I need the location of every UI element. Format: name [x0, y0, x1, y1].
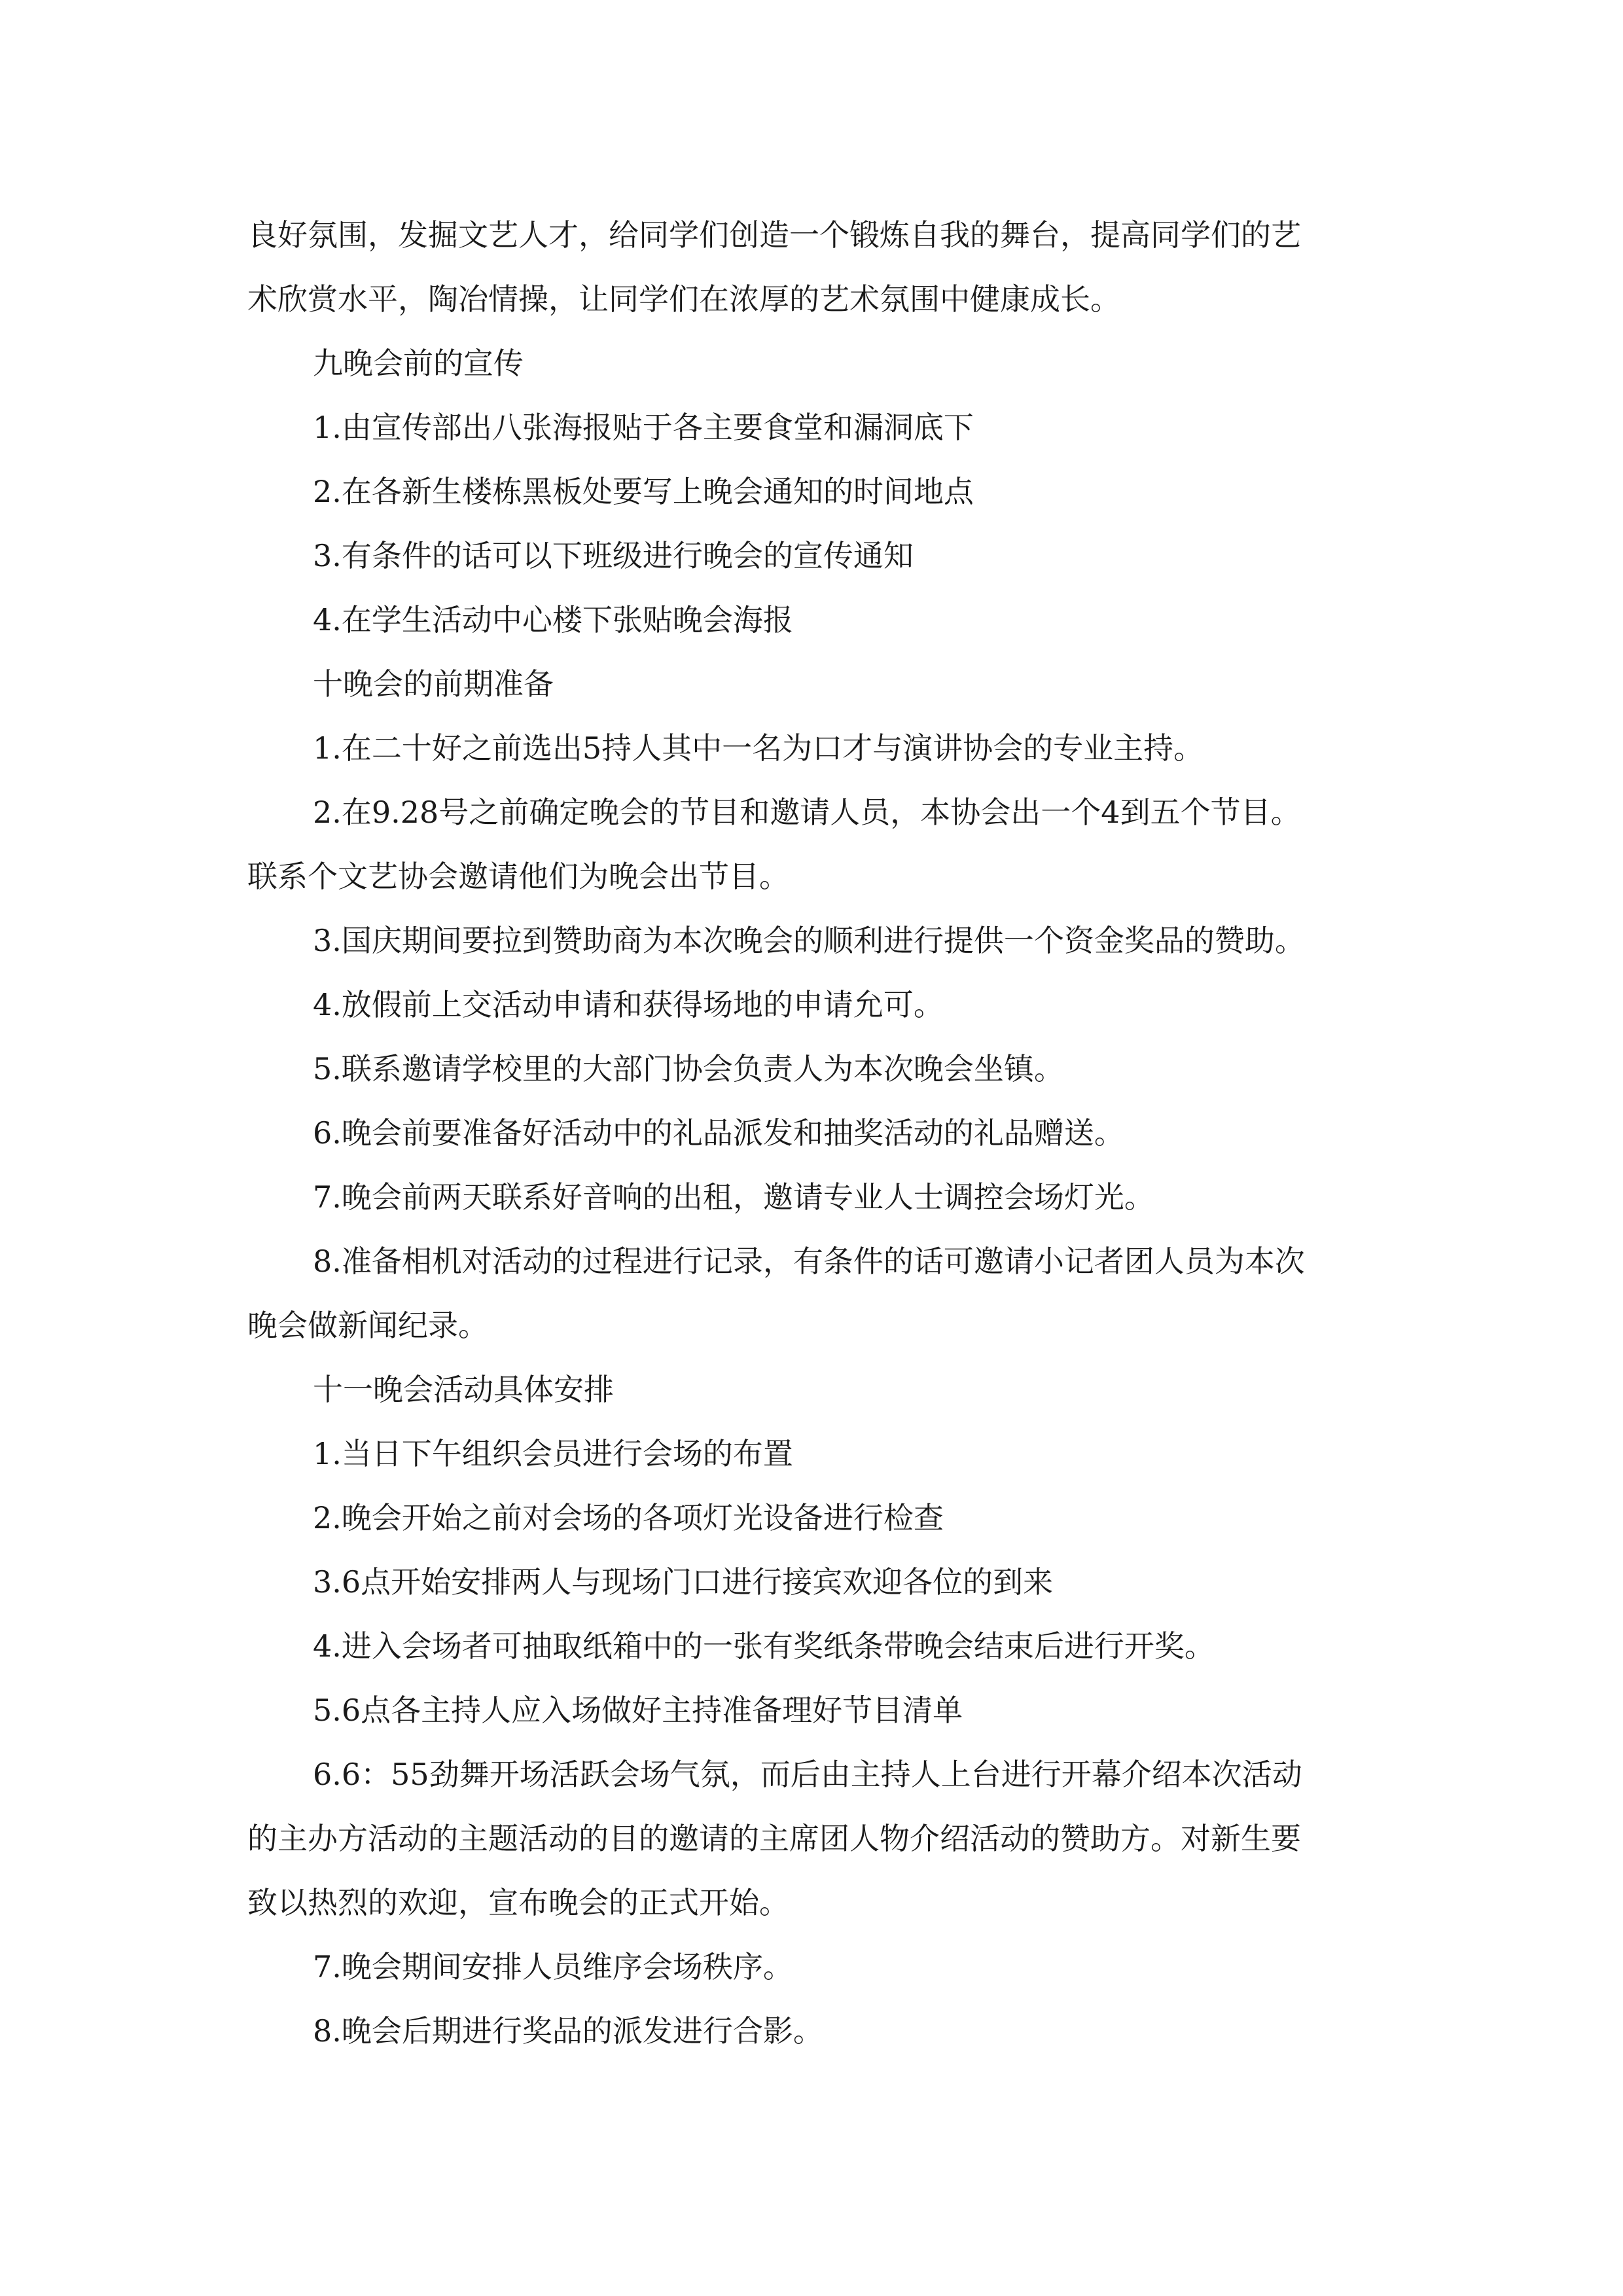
section-heading: 十一晚会活动具体安排 — [313, 1372, 614, 1407]
list-item: 2.在各新生楼栋黑板处要写上晚会通知的时间地点 — [313, 474, 974, 509]
list-item: 3.国庆期间要拉到赞助商为本次晚会的顺利进行提供一个资金奖品的赞助。 — [313, 923, 1305, 958]
list-item: 1.在二十好之前选出5持人其中一名为口才与演讲协会的专业主持。 — [313, 730, 1204, 766]
list-item: 5.联系邀请学校里的大部门协会负责人为本次晚会坐镇。 — [313, 1051, 1064, 1086]
section-heading: 十晚会的前期准备 — [313, 666, 554, 702]
list-item: 4.在学生活动中心楼下张贴晚会海报 — [313, 602, 793, 637]
list-item: 2.在9.28号之前确定晚会的节目和邀请人员，本协会出一个4到五个节目。 — [313, 795, 1301, 830]
list-item: 5.6点各主持人应入场做好主持准备理好节目清单 — [313, 1693, 963, 1728]
list-item: 3.6点开始安排两人与现场门口进行接宾欢迎各位的到来 — [313, 1564, 1054, 1600]
list-item: 3.有条件的话可以下班级进行晚会的宣传通知 — [313, 538, 914, 573]
list-item: 1.由宣传部出八张海报贴于各主要食堂和漏洞底下 — [313, 410, 974, 445]
section-heading: 九晚会前的宣传 — [313, 346, 524, 381]
list-item: 8.准备相机对活动的过程进行记录，有条件的话可邀请小记者团人员为本次 — [313, 1244, 1305, 1279]
list-item-continuation: 的主办方活动的主题活动的目的邀请的主席团人物介绍活动的赞助方。对新生要 — [247, 1821, 1301, 1856]
list-item: 4.进入会场者可抽取纸箱中的一张有奖纸条带晚会结束后进行开奖。 — [313, 1628, 1215, 1664]
paragraph-line: 良好氛围，发掘文艺人才，给同学们创造一个锻炼自我的舞台，提高同学们的艺 — [247, 217, 1301, 253]
list-item: 4.放假前上交活动申请和获得场地的申请允可。 — [313, 987, 944, 1022]
list-item: 2.晚会开始之前对会场的各项灯光设备进行检查 — [313, 1500, 944, 1535]
document-body — [247, 203, 1399, 2063]
list-item: 7.晚会前两天联系好音响的出租，邀请专业人士调控会场灯光。 — [313, 1179, 1154, 1215]
list-item: 6.6：55劲舞开场活跃会场气氛，而后由主持人上台进行开幕介绍本次活动 — [313, 1757, 1302, 1792]
list-item: 8.晚会后期进行奖品的派发进行合影。 — [313, 2013, 823, 2049]
list-item-continuation: 晚会做新闻纪录。 — [247, 1308, 488, 1343]
paragraph-line: 术欣赏水平，陶冶情操，让同学们在浓厚的艺术氛围中健康成长。 — [247, 281, 1120, 317]
list-item: 7.晚会期间安排人员维序会场秩序。 — [313, 1949, 793, 1984]
list-item: 1.当日下午组织会员进行会场的布置 — [313, 1436, 793, 1471]
list-item: 6.晚会前要准备好活动中的礼品派发和抽奖活动的礼品赠送。 — [313, 1115, 1124, 1151]
list-item-continuation: 致以热烈的欢迎，宣布晚会的正式开始。 — [247, 1885, 789, 1920]
list-item-continuation: 联系个文艺协会邀请他们为晚会出节目。 — [247, 859, 789, 894]
